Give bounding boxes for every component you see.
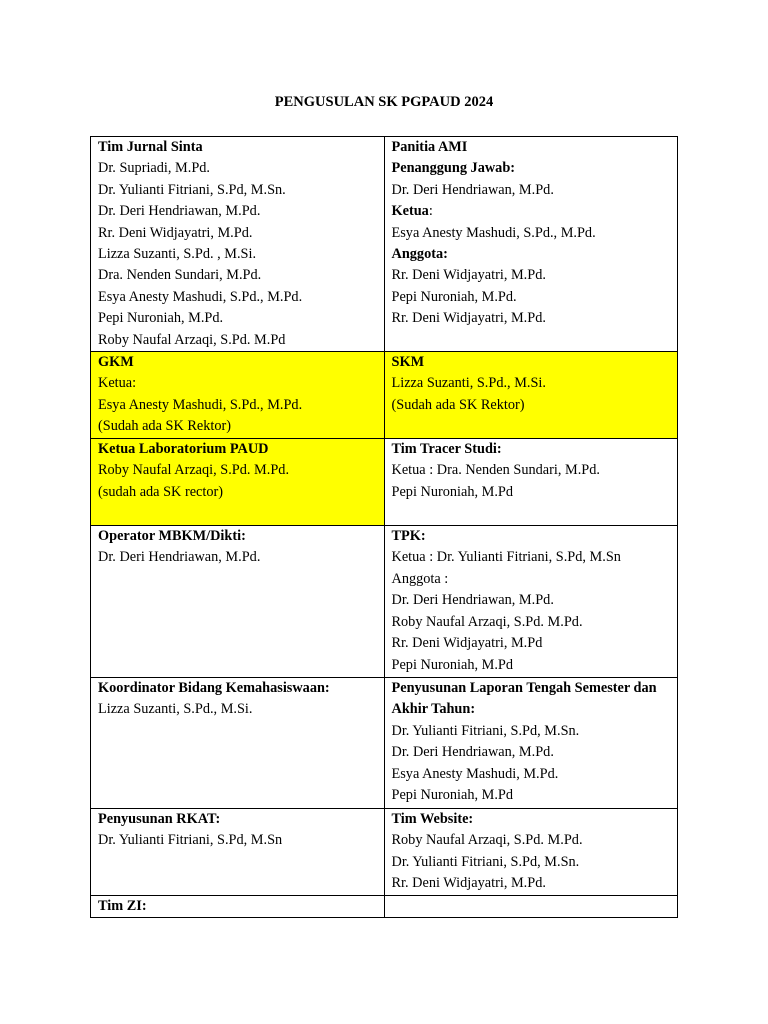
member-line: Lizza Suzanti, S.Pd. , M.Si. xyxy=(98,246,257,263)
cell-penyusunan-rkat xyxy=(91,809,385,896)
member-line: Esya Anesty Mashudi, M.Pd. xyxy=(391,765,559,782)
role-line xyxy=(392,201,671,222)
role-colon: : xyxy=(428,203,433,220)
member-line: Rr. Deni Widjayatri, M.Pd. xyxy=(391,267,546,284)
member-line: Roby Naufal Arzaqi, S.Pd. M.Pd. xyxy=(391,832,583,849)
cell-tim-tracer-studi xyxy=(384,439,678,526)
member-line: Dr. Yulianti Fitriani, S.Pd, M.Sn xyxy=(98,832,283,849)
cell-heading: SKM xyxy=(391,354,425,371)
cell-heading: Ketua Laboratorium PAUD xyxy=(98,441,269,458)
member-line: Roby Naufal Arzaqi, S.Pd. M.Pd. xyxy=(98,462,290,479)
cell-tim-jurnal-sinta xyxy=(91,137,385,352)
cell-tpk xyxy=(384,526,678,678)
cell-heading: Koordinator Bidang Kemahasiswaan: xyxy=(98,680,330,697)
cell-gkm xyxy=(91,352,385,439)
cell-heading: Panitia AMI xyxy=(391,139,468,155)
member-line: Rr. Deni Widjayatri, M.Pd. xyxy=(391,310,546,327)
cell-heading: Penyusunan RKAT: xyxy=(98,811,221,828)
document-title: PENGUSULAN SK PGPAUD 2024 xyxy=(274,94,494,110)
cell-heading: Operator MBKM/Dikti: xyxy=(98,528,246,545)
table-row xyxy=(91,439,678,526)
member-line: Rr. Deni Widjayatri, M.Pd. xyxy=(391,875,546,892)
member-line: Pepi Nuroniah, M.Pd xyxy=(391,787,514,804)
cell-heading: Tim Tracer Studi: xyxy=(391,441,502,458)
table-row xyxy=(91,137,678,352)
member-line: Dr. Yulianti Fitriani, S.Pd, M.Sn. xyxy=(391,722,580,739)
member-line: Roby Naufal Arzaqi, S.Pd. M.Pd. xyxy=(391,613,583,630)
member-line: Dr. Yulianti Fitriani, S.Pd, M.Sn. xyxy=(391,853,580,870)
member-line: Pepi Nuroniah, M.Pd xyxy=(391,483,514,500)
member-line: Dr. Deri Hendriawan, M.Pd. xyxy=(391,592,554,609)
cell-empty xyxy=(384,896,678,918)
role-label: Penanggung Jawab: xyxy=(391,160,516,177)
table-row xyxy=(91,809,678,896)
cell-skm xyxy=(384,352,678,439)
member-line: (sudah ada SK rector) xyxy=(98,483,224,500)
role-label: Ketua xyxy=(391,203,429,220)
cell-heading: Tim ZI: xyxy=(98,898,147,915)
cell-heading: TPK: xyxy=(391,528,426,545)
cell-heading: Penyusunan Laporan Tengah Semester dan xyxy=(391,680,657,697)
member-line: Pepi Nuroniah, M.Pd xyxy=(391,656,514,673)
member-line: Ketua : Dr. Yulianti Fitriani, S.Pd, M.Sn xyxy=(391,549,621,566)
member-line: Ketua: xyxy=(98,375,137,392)
role-label: Anggota: xyxy=(391,246,448,263)
member-line: Esya Anesty Mashudi, S.Pd., M.Pd. xyxy=(98,288,303,305)
sk-table xyxy=(90,136,678,918)
member-line: Dr. Deri Hendriawan, M.Pd. xyxy=(98,203,261,220)
member-line: (Sudah ada SK Rektor) xyxy=(391,396,525,413)
member-line: Pepi Nuroniah, M.Pd. xyxy=(391,288,517,305)
member-line: Lizza Suzanti, S.Pd., M.Si. xyxy=(391,375,546,392)
cell-heading: GKM xyxy=(98,354,134,371)
cell-ketua-laboratorium xyxy=(91,439,385,526)
member-line: Dr. Supriadi, M.Pd. xyxy=(98,160,211,177)
member-line: Dr. Yulianti Fitriani, S.Pd, M.Sn. xyxy=(98,181,286,198)
member-line: Roby Naufal Arzaqi, S.Pd. M.Pd xyxy=(98,331,286,348)
table-row xyxy=(91,526,678,678)
member-line: Dr. Deri Hendriawan, M.Pd. xyxy=(98,549,261,566)
member-line: Ketua : Dra. Nenden Sundari, M.Pd. xyxy=(391,462,600,479)
cell-operator-mbkm xyxy=(91,526,385,678)
cell-heading: Tim Website: xyxy=(391,811,474,828)
table-row xyxy=(91,678,678,809)
member-line: Pepi Nuroniah, M.Pd. xyxy=(98,310,224,327)
cell-koordinator-kemahasiswaan xyxy=(91,678,385,809)
member-line: Dra. Nenden Sundari, M.Pd. xyxy=(98,267,262,284)
member-line: (Sudah ada SK Rektor) xyxy=(98,418,232,435)
member-line: Rr. Deni Widjayatri, M.Pd. xyxy=(98,224,253,241)
cell-tim-website xyxy=(384,809,678,896)
member-line: Rr. Deni Widjayatri, M.Pd xyxy=(391,635,543,652)
member-line: Dr. Deri Hendriawan, M.Pd. xyxy=(391,181,554,198)
member-line: Esya Anesty Mashudi, S.Pd., M.Pd. xyxy=(391,224,596,241)
cell-heading: Tim Jurnal Sinta xyxy=(98,139,203,155)
member-line: Anggota : xyxy=(391,570,449,587)
member-line: Lizza Suzanti, S.Pd., M.Si. xyxy=(98,701,253,718)
table-row xyxy=(91,352,678,439)
cell-tim-zi xyxy=(91,896,385,918)
member-line: Esya Anesty Mashudi, S.Pd., M.Pd. xyxy=(98,396,303,413)
cell-heading: Akhir Tahun: xyxy=(391,701,476,718)
member-line: Dr. Deri Hendriawan, M.Pd. xyxy=(391,744,554,761)
cell-panitia-ami xyxy=(384,137,678,352)
cell-penyusunan-laporan xyxy=(384,678,678,809)
table-row xyxy=(91,896,678,918)
